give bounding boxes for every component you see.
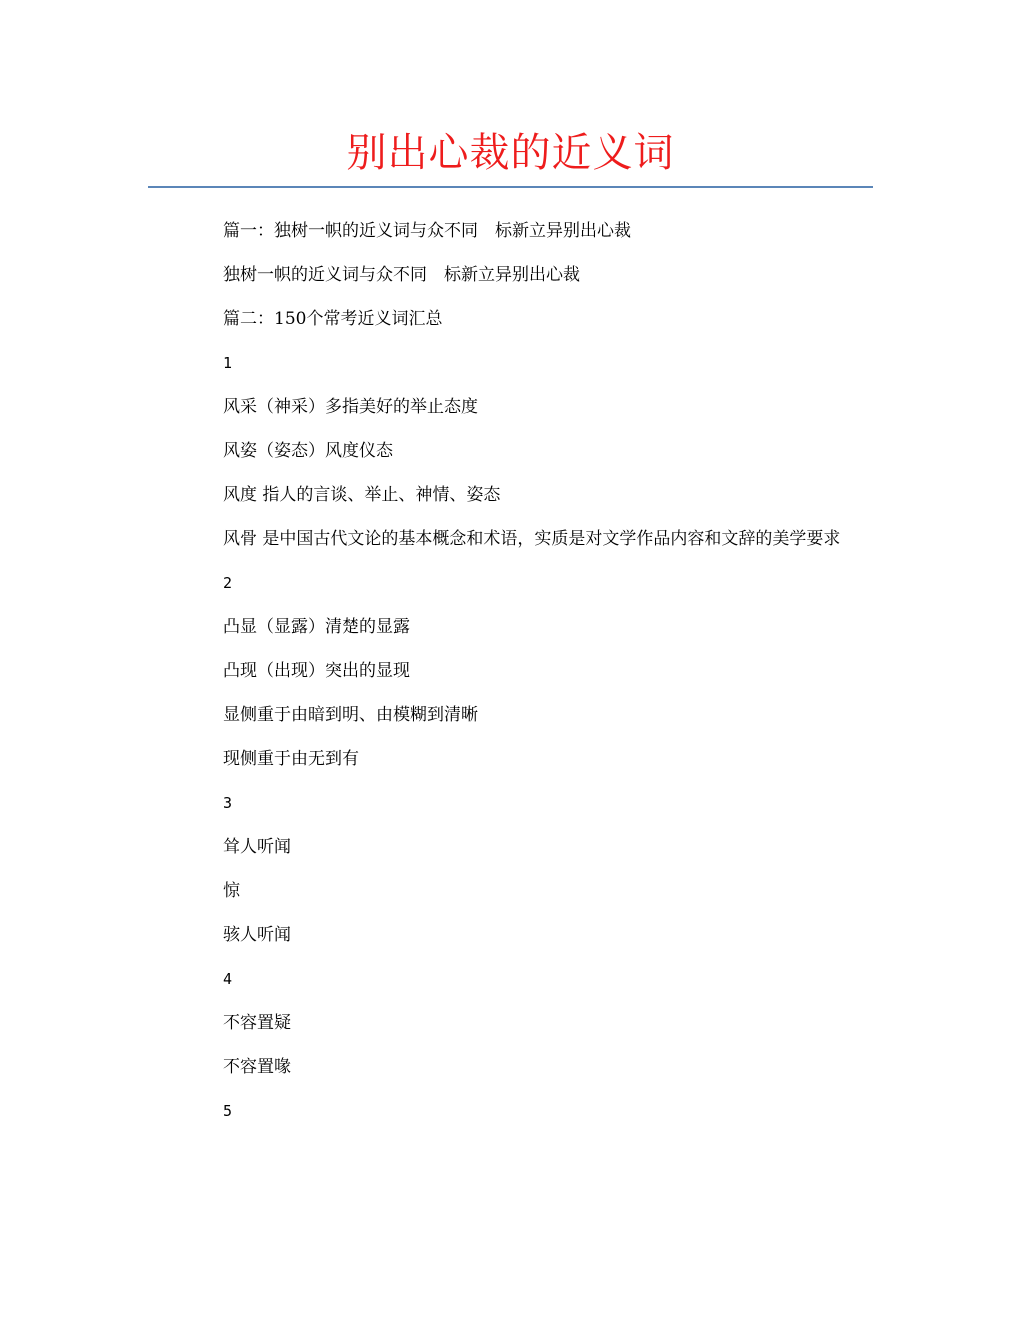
paragraph: 独树一帜的近义词与众不同 标新立异别出心裁 [223,265,580,285]
section-number: 2 [223,574,233,592]
paragraph: 显侧重于由暗到明、由模糊到清晰 [223,705,478,725]
paragraph: 篇一：独树一帜的近义词与众不同 标新立异别出心裁 [223,221,631,241]
section-number: 1 [223,354,233,372]
paragraph: 现侧重于由无到有 [223,749,359,769]
title-divider [148,186,873,188]
paragraph: 惊 [223,881,240,901]
section-number: 3 [223,794,233,812]
document-body [223,218,863,1142]
paragraph: 风骨 是中国古代文论的基本概念和术语，实质是对文学作品内容和文辞的美学要求 [223,529,841,549]
paragraph: 耸人听闻 [223,837,291,857]
paragraph: 凸现（出现）突出的显现 [223,661,410,681]
paragraph: 不容置喙 [223,1057,291,1077]
paragraph: 骇人听闻 [223,925,291,945]
section-number: 5 [223,1102,233,1120]
paragraph: 风姿（姿态）风度仪态 [223,441,393,461]
section-number: 4 [223,970,233,988]
paragraph: 篇二：150个常考近义词汇总 [223,309,443,329]
paragraph: 风度 指人的言谈、举止、神情、姿态 [223,485,501,505]
paragraph: 风采（神采）多指美好的举止态度 [223,397,478,417]
page-title: 别出心裁的近义词 [346,130,675,176]
paragraph: 凸显（显露）清楚的显露 [223,617,410,637]
paragraph: 不容置疑 [223,1013,291,1033]
